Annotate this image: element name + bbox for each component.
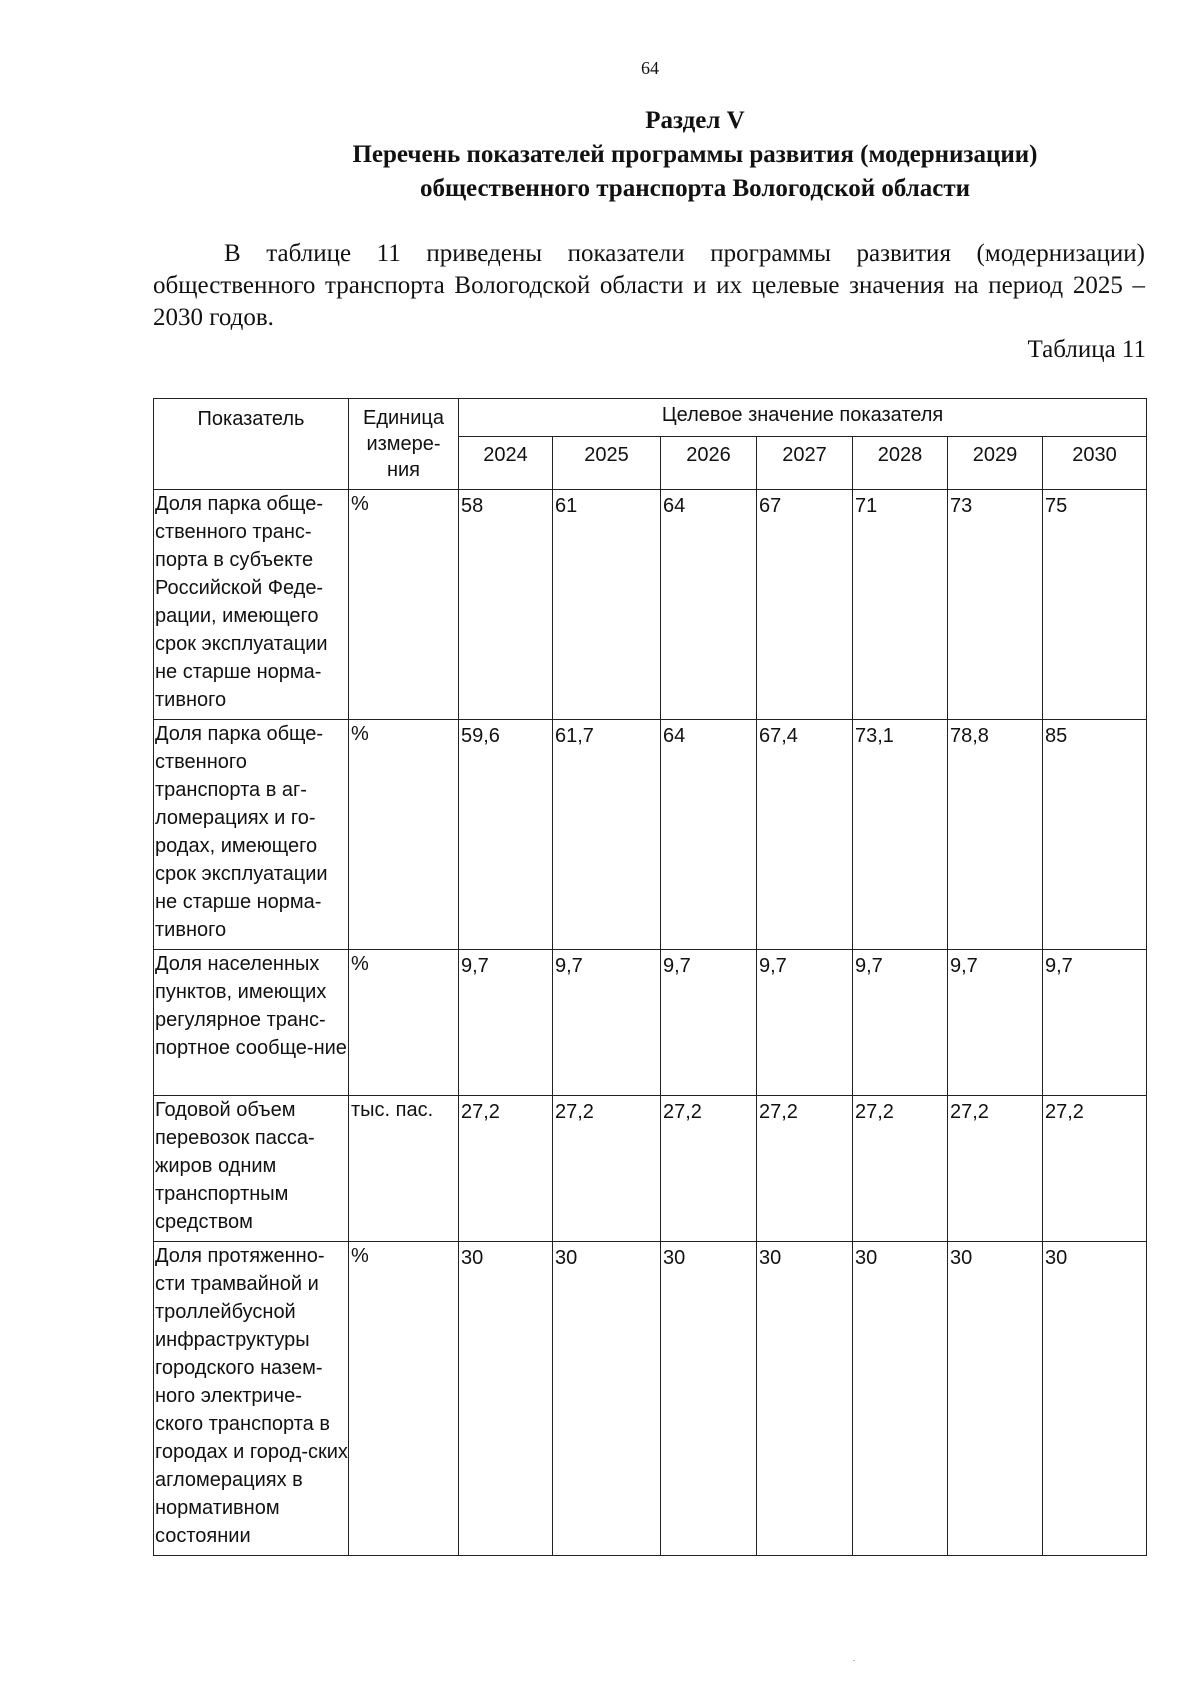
row-unit: % [349, 490, 459, 720]
row-value: 61,7 [553, 720, 661, 950]
intro-text: В таблице 11 приведены показатели программы развития (модернизации) общественного транспорта Вологодской области и их целевые значения на период 2025 – 2030 годов. [153, 240, 1145, 331]
row-value: 9,7 [553, 950, 661, 1096]
page-number: 64 [641, 58, 659, 78]
row-value: 30 [459, 1242, 553, 1556]
row-value: 61 [553, 490, 661, 720]
row-indicator-name: Доля населенных пунктов, имеющих регулярное транс-портное сообще-ние [154, 950, 349, 1096]
header-target: Целевое значение показателя [459, 399, 1147, 437]
table-caption: Таблица 11 [1027, 336, 1146, 363]
row-value: 9,7 [1043, 950, 1147, 1096]
section-subtitle-line-1: Перечень показателей программы развития (модернизации) [352, 141, 1038, 168]
header-year: 2024 [459, 436, 553, 489]
section-title: Раздел V [645, 107, 745, 134]
intro-paragraph [153, 238, 1145, 334]
row-value: 73 [948, 490, 1043, 720]
row-value: 78,8 [948, 720, 1043, 950]
table-row [154, 1242, 1147, 1556]
row-value: 85 [1043, 720, 1147, 950]
header-year: 2027 [757, 436, 853, 489]
header-year: 2028 [853, 436, 948, 489]
row-value: 30 [757, 1242, 853, 1556]
row-value: 73,1 [853, 720, 948, 950]
row-indicator-name: Доля парка обще-ственного транс-порта в субъекте Российской Феде-рации, имеющего срок эксплуатации не старше норма-тивного [154, 490, 349, 720]
header-year: 2026 [661, 436, 757, 489]
row-value: 67,4 [757, 720, 853, 950]
row-value: 30 [853, 1242, 948, 1556]
row-unit: % [349, 1242, 459, 1556]
row-indicator-name: Доля парка обще-ственного транспорта в аг-ломерациях и го-родах, имеющего срок эксплуатации не старше норма-тивного [154, 720, 349, 950]
scan-mark [853, 1660, 855, 1661]
row-value: 71 [853, 490, 948, 720]
row-value: 9,7 [948, 950, 1043, 1096]
row-unit: % [349, 720, 459, 950]
row-value: 27,2 [853, 1096, 948, 1242]
header-year: 2029 [948, 436, 1043, 489]
section-subtitle-line-2: общественного транспорта Вологодской области [419, 175, 971, 202]
row-unit: % [349, 950, 459, 1096]
section-heading [250, 104, 1140, 206]
row-value: 64 [661, 490, 757, 720]
row-value: 27,2 [661, 1096, 757, 1242]
row-value: 27,2 [459, 1096, 553, 1242]
row-value: 64 [661, 720, 757, 950]
table-row [154, 490, 1147, 720]
row-value: 9,7 [661, 950, 757, 1096]
table-row [154, 950, 1147, 1096]
row-value: 9,7 [459, 950, 553, 1096]
table-row [154, 1096, 1147, 1242]
row-unit: тыс. пас. [349, 1096, 459, 1242]
row-value: 27,2 [553, 1096, 661, 1242]
header-unit: Единица измере-ния [349, 399, 459, 490]
indicators-table [153, 398, 1147, 1556]
row-value: 30 [661, 1242, 757, 1556]
row-value: 30 [553, 1242, 661, 1556]
row-indicator-name: Доля протяженно-сти трамвайной и троллейбусной инфраструктуры городского назем-ного электриче-ского транспорта в городах и город-ских агломерациях в нормативном состоянии [154, 1242, 349, 1556]
row-value: 30 [1043, 1242, 1147, 1556]
table-row [154, 720, 1147, 950]
row-indicator-name: Годовой объем перевозок пасса-жиров одним транспортным средством [154, 1096, 349, 1242]
row-value: 59,6 [459, 720, 553, 950]
row-value: 27,2 [948, 1096, 1043, 1242]
row-value: 58 [459, 490, 553, 720]
row-value: 75 [1043, 490, 1147, 720]
row-value: 27,2 [1043, 1096, 1147, 1242]
header-year: 2030 [1043, 436, 1147, 489]
row-value: 9,7 [757, 950, 853, 1096]
row-value: 9,7 [853, 950, 948, 1096]
row-value: 27,2 [757, 1096, 853, 1242]
header-indicator: Показатель [154, 399, 349, 490]
row-value: 30 [948, 1242, 1043, 1556]
header-year: 2025 [553, 436, 661, 489]
header-row [154, 399, 1147, 437]
row-value: 67 [757, 490, 853, 720]
